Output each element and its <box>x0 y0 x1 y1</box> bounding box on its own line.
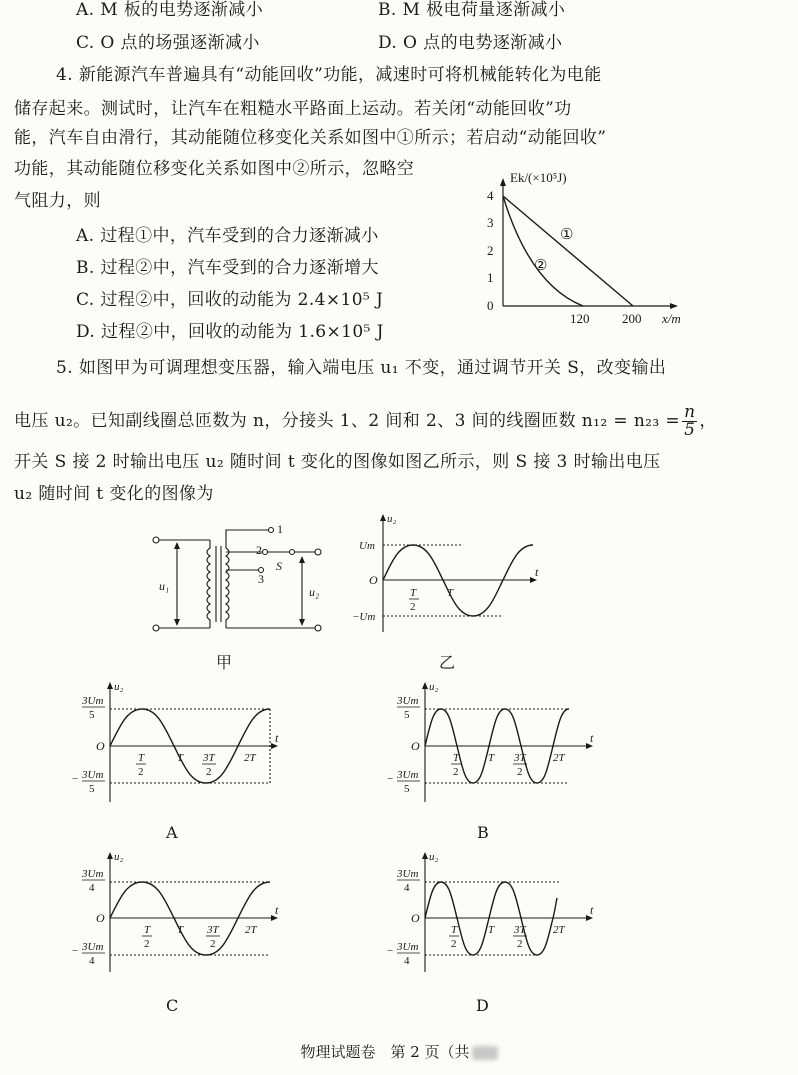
svg-text:t: t <box>590 903 594 917</box>
svg-text:2: 2 <box>517 766 523 778</box>
svg-text:u₂: u₂ <box>114 851 124 863</box>
choice-a-graph <box>70 678 300 808</box>
choice-d-amp-den-top: 4 <box>404 882 410 894</box>
q3-option-c: C. O 点的场强逐渐减小 <box>76 33 260 53</box>
transformer-diagram <box>150 518 330 643</box>
choice-b-graph <box>385 678 615 808</box>
svg-text:t: t <box>590 731 594 745</box>
choice-c-amp-num-bot: 3Um <box>82 941 104 953</box>
choice-b-amp-num-top: 3Um <box>397 695 419 707</box>
ek-x-graph <box>470 160 700 330</box>
output-terminal-bottom <box>315 625 321 631</box>
yi-ylabel: u₂ <box>387 513 397 525</box>
q5-line4: u₂ 随时间 t 变化的图像为 <box>14 484 214 504</box>
svg-text:O: O <box>96 911 105 925</box>
curve-2 <box>503 196 583 306</box>
output-terminal-top <box>315 549 321 555</box>
choice-c-amp-num-top: 3Um <box>82 868 104 880</box>
svg-text:2: 2 <box>210 938 216 950</box>
q3-option-d: D. O 点的电势逐渐减小 <box>378 33 563 53</box>
choice-a-amp-num-top: 3Um <box>82 695 104 707</box>
svg-text:2T: 2T <box>245 924 257 936</box>
svg-text:3T: 3T <box>203 752 215 764</box>
curve-1 <box>503 196 633 306</box>
q4-line4: 功能，其动能随位移变化关系如图中②所示，忽略空 <box>14 159 415 179</box>
choice-c-graph <box>70 848 300 978</box>
choice-c-amp-den-top: 4 <box>89 882 95 894</box>
svg-text:O: O <box>96 739 105 753</box>
q3-option-a: A. M 板的电势逐渐减小 <box>76 0 264 20</box>
choice-c-amp-den-bot: 4 <box>89 955 95 967</box>
svg-text:T: T <box>488 752 495 764</box>
svg-text:2T: 2T <box>244 752 256 764</box>
yi-bottom-label: −Um <box>352 611 376 623</box>
caption-jia: 甲 <box>216 653 233 672</box>
caption-d: D <box>476 996 489 1015</box>
y-axis-arrow <box>500 178 506 186</box>
ytick-2: 2 <box>487 243 494 258</box>
curve-1-label: ① <box>560 227 574 243</box>
choice-d-graph <box>385 848 615 978</box>
caption-a: A <box>166 823 178 842</box>
ytick-1: 1 <box>487 270 494 285</box>
choice-a-amp-num-bot: 3Um <box>82 769 104 781</box>
caption-b: B <box>477 823 489 842</box>
primary-coil <box>207 540 210 628</box>
svg-text:O: O <box>411 911 420 925</box>
choice-b-amp-den-bot: 5 <box>404 783 410 795</box>
svg-text:u₂: u₂ <box>429 851 439 863</box>
fraction-numerator: n <box>684 402 696 422</box>
svg-text:T: T <box>138 752 145 764</box>
yi-top-label: Um <box>359 540 375 552</box>
choice-a-amp-den-bot: 5 <box>89 783 95 795</box>
x-axis-arrow <box>670 303 678 309</box>
xtick-200: 200 <box>622 311 642 326</box>
ytick-3: 3 <box>487 215 494 230</box>
yi-tick-full: T <box>447 587 454 599</box>
u1-label: u₁ <box>159 579 170 593</box>
svg-text:T: T <box>177 752 184 764</box>
q4-option-b: B. 过程②中，汽车受到的合力逐渐增大 <box>76 258 379 278</box>
curve-2-label: ② <box>534 258 548 274</box>
svg-text:2: 2 <box>453 766 459 778</box>
q4-option-c: C. 过程②中，回收的动能为 2.4×10⁵ J <box>76 290 384 310</box>
svg-text:t: t <box>275 903 279 917</box>
yi-tick-half-den: 2 <box>410 601 416 613</box>
tap-1 <box>269 528 274 533</box>
svg-text:T: T <box>144 924 151 936</box>
choice-d-amp-num-top: 3Um <box>397 868 419 880</box>
ytick-0: 0 <box>487 298 494 313</box>
graph-ylabel: Ek/(×10⁵J) <box>510 170 567 185</box>
q5-line2-text: 电压 u₂。已知副线圈总匝数为 n，分接头 1、2 间和 2、3 间的线圈匝数 n₁₂ = n₂₃ = <box>14 411 681 431</box>
u2-label: u₂ <box>309 585 320 599</box>
ytick-4: 4 <box>487 188 494 203</box>
choice-b-amp-den-top: 5 <box>404 709 410 721</box>
q4-line2: 储存起来。测试时，让汽车在粗糙水平路面上运动。若关闭“动能回收”功 <box>14 99 572 119</box>
switch-s-label: S <box>276 559 282 573</box>
svg-text:t: t <box>275 731 279 745</box>
yi-origin: O <box>369 573 378 587</box>
svg-text:O: O <box>411 739 420 753</box>
svg-text:2: 2 <box>144 938 150 950</box>
q4-line3: 能，汽车自由滑行，其动能随位移变化关系如图中①所示；若启动“动能回收” <box>14 128 607 148</box>
svg-text:3T: 3T <box>207 924 219 936</box>
svg-text:T: T <box>177 924 184 936</box>
svg-text:2: 2 <box>517 938 523 950</box>
tap-2 <box>263 550 268 555</box>
svg-text:2: 2 <box>451 938 457 950</box>
q4-line5: 气阻力，则 <box>14 191 101 211</box>
choice-d-amp-den-bot: 4 <box>404 955 410 967</box>
svg-text:T: T <box>451 924 458 936</box>
svg-text:−: − <box>387 773 394 785</box>
svg-text:T: T <box>488 924 495 936</box>
q5-line1: 5. 如图甲为可调理想变压器，输入端电压 u₁ 不变，通过调节开关 S，改变输出 <box>56 358 667 378</box>
choice-a-amp-den-top: 5 <box>89 709 95 721</box>
xtick-120: 120 <box>570 311 590 326</box>
svg-text:−: − <box>72 773 79 785</box>
graph-xlabel: x/m <box>662 311 681 326</box>
caption-c: C <box>166 996 179 1015</box>
svg-text:u₂: u₂ <box>429 681 439 693</box>
svg-text:2: 2 <box>206 766 212 778</box>
footer-text: 物理试题卷 第 2 页（共 <box>300 1043 470 1061</box>
svg-text:−: − <box>72 945 79 957</box>
svg-text:3T: 3T <box>514 752 526 764</box>
q5-line2 <box>14 404 717 439</box>
svg-text:2: 2 <box>138 766 144 778</box>
svg-text:u₂: u₂ <box>114 681 124 693</box>
input-terminal-bottom <box>153 625 159 631</box>
svg-text:T: T <box>453 752 460 764</box>
caption-yi: 乙 <box>439 653 456 672</box>
svg-text:−: − <box>387 945 394 957</box>
svg-text:2T: 2T <box>553 924 565 936</box>
q4-option-a: A. 过程①中，汽车受到的合力逐渐减小 <box>76 226 379 246</box>
q3-option-b: B. M 极电荷量逐渐减小 <box>378 0 566 20</box>
yi-tick-half-num: T <box>410 587 417 599</box>
q4-line1: 4. 新能源汽车普遍具有“动能回收”功能，减速时可将机械能转化为电能 <box>56 65 602 85</box>
q5-line3: 开关 S 接 2 时输出电压 u₂ 随时间 t 变化的图像如图乙所示，则 S 接 3 时输出电压 <box>14 452 661 472</box>
page-footer <box>0 1041 798 1062</box>
yi-xlabel: t <box>535 565 539 579</box>
turns-fraction <box>682 404 697 439</box>
svg-text:2T: 2T <box>553 752 565 764</box>
redacted-blur <box>472 1046 498 1060</box>
tap-2-label: 2 <box>256 543 262 557</box>
choice-d-amp-num-bot: 3Um <box>397 941 419 953</box>
svg-text:3T: 3T <box>514 924 526 936</box>
u2-graph-yi <box>345 508 550 638</box>
q5-line2-end: ， <box>699 411 717 431</box>
input-terminal-top <box>153 537 159 543</box>
q4-option-d: D. 过程②中，回收的动能为 1.6×10⁵ J <box>76 322 384 342</box>
tap-1-label: 1 <box>277 522 283 536</box>
fraction-denominator: 5 <box>684 420 696 440</box>
tap-3-label: 3 <box>258 572 264 586</box>
choice-b-amp-num-bot: 3Um <box>397 769 419 781</box>
